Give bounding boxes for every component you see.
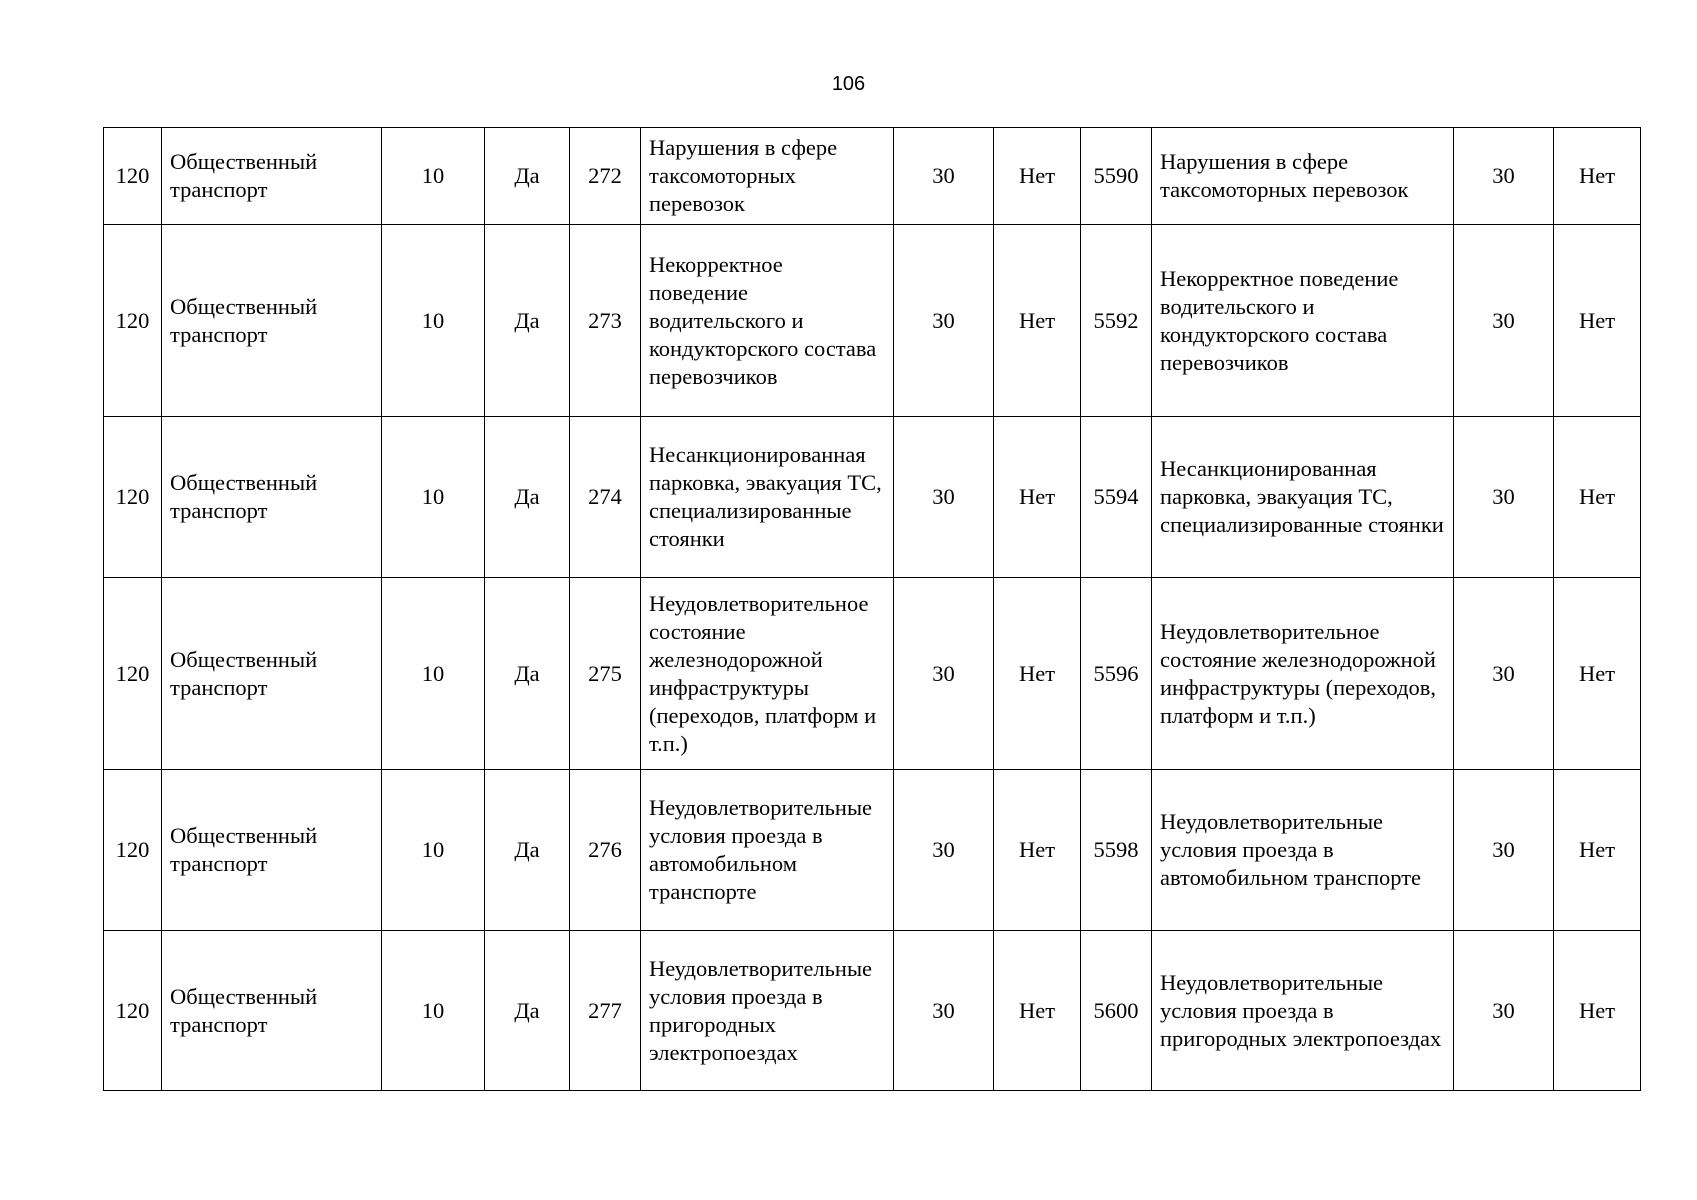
- cell-flag: Да: [485, 770, 570, 931]
- cell-topic: Неудовлетворительные условия проезда в автомобильном транспорте: [641, 770, 894, 931]
- cell-topic: Неудовлетворительные условия проезда в пригородных электропоездах: [641, 931, 894, 1091]
- cell-id: 5596: [1081, 578, 1152, 770]
- table-row: [104, 417, 1641, 578]
- cell-days: 30: [894, 128, 994, 225]
- cell-days: 30: [1454, 128, 1554, 225]
- cell-topic: Некорректное поведение водительского и кондукторского состава перевозчиков: [1152, 225, 1454, 417]
- cell-topic: Нарушения в сфере таксомоторных перевозок: [641, 128, 894, 225]
- table-row: [104, 128, 1641, 225]
- cell-value: 10: [382, 578, 485, 770]
- cell-code: 120: [104, 931, 162, 1091]
- cell-id: 273: [570, 225, 641, 417]
- cell-flag: Нет: [994, 417, 1081, 578]
- cell-id: 272: [570, 128, 641, 225]
- cell-category: Общественный транспорт: [162, 225, 382, 417]
- cell-id: 5600: [1081, 931, 1152, 1091]
- cell-flag: Нет: [994, 128, 1081, 225]
- table-row: [104, 770, 1641, 931]
- table-row: [104, 931, 1641, 1091]
- cell-id: 277: [570, 931, 641, 1091]
- cell-flag: Да: [485, 931, 570, 1091]
- cell-days: 30: [1454, 578, 1554, 770]
- table-row: [104, 578, 1641, 770]
- cell-flag: Нет: [994, 770, 1081, 931]
- cell-topic: Несанкционированная парковка, эвакуация ТС, специализированные стоянки: [1152, 417, 1454, 578]
- cell-days: 30: [894, 770, 994, 931]
- cell-flag: Нет: [1554, 417, 1641, 578]
- cell-category: Общественный транспорт: [162, 931, 382, 1091]
- cell-id: 275: [570, 578, 641, 770]
- cell-value: 10: [382, 770, 485, 931]
- cell-value: 10: [382, 417, 485, 578]
- cell-id: 5594: [1081, 417, 1152, 578]
- cell-id: 274: [570, 417, 641, 578]
- cell-flag: Нет: [1554, 931, 1641, 1091]
- cell-flag: Да: [485, 417, 570, 578]
- cell-flag: Да: [485, 128, 570, 225]
- cell-days: 30: [1454, 770, 1554, 931]
- cell-category: Общественный транспорт: [162, 770, 382, 931]
- cell-value: 10: [382, 128, 485, 225]
- cell-value: 10: [382, 931, 485, 1091]
- cell-days: 30: [1454, 225, 1554, 417]
- cell-id: 276: [570, 770, 641, 931]
- cell-code: 120: [104, 128, 162, 225]
- cell-flag: Да: [485, 578, 570, 770]
- cell-days: 30: [1454, 931, 1554, 1091]
- cell-category: Общественный транспорт: [162, 417, 382, 578]
- cell-id: 5592: [1081, 225, 1152, 417]
- cell-topic: Некорректное поведение водительского и кондукторского состава перевозчиков: [641, 225, 894, 417]
- cell-flag: Нет: [1554, 578, 1641, 770]
- cell-flag: Нет: [1554, 225, 1641, 417]
- cell-topic: Неудовлетворительные условия проезда в автомобильном транспорте: [1152, 770, 1454, 931]
- cell-days: 30: [894, 225, 994, 417]
- cell-topic: Неудовлетворительное состояние железнодорожной инфраструктуры (переходов, платформ и т.п.): [641, 578, 894, 770]
- cell-topic: Несанкционированная парковка, эвакуация ТС, специализированные стоянки: [641, 417, 894, 578]
- cell-code: 120: [104, 770, 162, 931]
- cell-days: 30: [894, 578, 994, 770]
- cell-code: 120: [104, 225, 162, 417]
- cell-category: Общественный транспорт: [162, 578, 382, 770]
- cell-flag: Нет: [994, 931, 1081, 1091]
- cell-topic: Нарушения в сфере таксомоторных перевозок: [1152, 128, 1454, 225]
- cell-code: 120: [104, 417, 162, 578]
- cell-id: 5598: [1081, 770, 1152, 931]
- cell-id: 5590: [1081, 128, 1152, 225]
- cell-code: 120: [104, 578, 162, 770]
- cell-value: 10: [382, 225, 485, 417]
- data-table: [103, 127, 1641, 1091]
- cell-flag: Нет: [994, 578, 1081, 770]
- cell-flag: Нет: [1554, 770, 1641, 931]
- cell-days: 30: [1454, 417, 1554, 578]
- cell-days: 30: [894, 931, 994, 1091]
- cell-days: 30: [894, 417, 994, 578]
- cell-flag: Да: [485, 225, 570, 417]
- cell-flag: Нет: [1554, 128, 1641, 225]
- cell-topic: Неудовлетворительные условия проезда в пригородных электропоездах: [1152, 931, 1454, 1091]
- page-number: 106: [831, 73, 866, 95]
- table-row: [104, 225, 1641, 417]
- cell-flag: Нет: [994, 225, 1081, 417]
- cell-topic: Неудовлетворительное состояние железнодорожной инфраструктуры (переходов, платформ и т.п.): [1152, 578, 1454, 770]
- cell-category: Общественный транспорт: [162, 128, 382, 225]
